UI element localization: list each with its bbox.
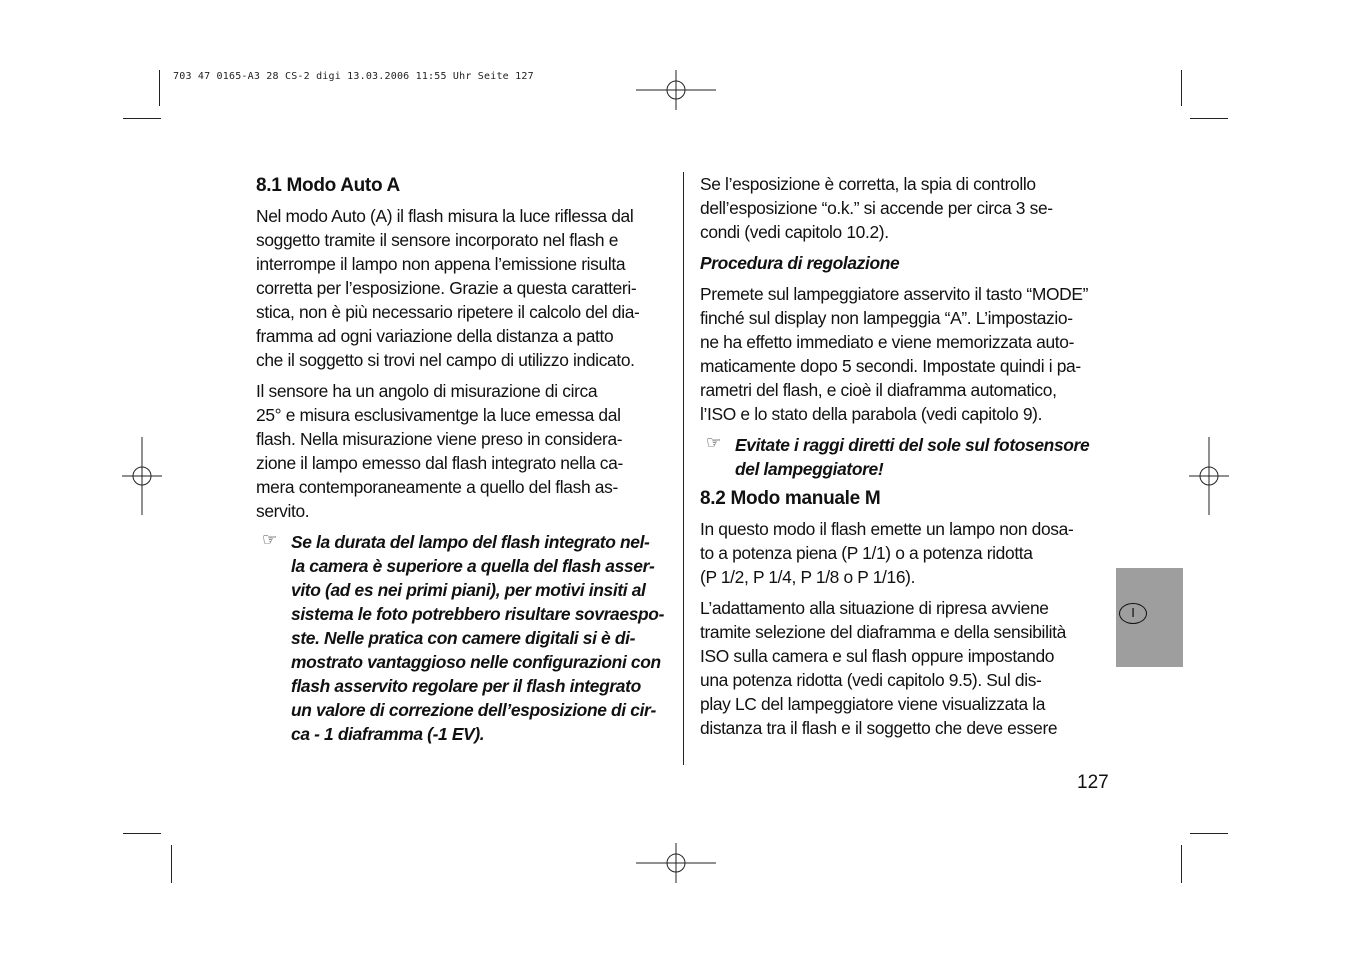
right-column (700, 172, 1112, 740)
print-slug-line: 703 47 0165-A3 28 CS-2 digi 13.03.2006 11:55 Uhr Seite 127 (173, 71, 534, 82)
column-divider (683, 172, 684, 765)
pointing-hand-icon: ☞ (262, 530, 277, 549)
crop-mark (1181, 845, 1182, 883)
pointing-hand-icon: ☞ (706, 433, 721, 452)
left-column (256, 173, 668, 746)
section-heading-manual-mode: 8.2 Modo manuale M (700, 488, 881, 509)
crop-mark (1190, 833, 1228, 834)
manual-mode-paragraph-1: In questo modo il flash emette un lampo non dosa- to a potenza piena (P 1/1) o a potenza ridotta (P 1/2, P 1/4, P 1/8 o P 1/16). (700, 519, 1074, 587)
procedure-paragraph: Premete sul lampeggiatore asservito il tasto “MODE” finché sul display non lampeggia “A”. L’impostazio- ne ha effetto immediato e viene memorizzata auto- maticamente dopo 5 secondi. Impostate quindi i pa- rametri del flash, e cioè il diaframma automatico, l’ISO e lo stato della parabola (vedi capitolo 9). (700, 284, 1089, 424)
exposure-ok-paragraph: Se l’esposizione è corretta, la spia di controllo dell’esposizione “o.k.” si accende per circa 3 se- condi (vedi capitolo 10.2). (700, 174, 1053, 242)
registration-mark-icon (636, 843, 716, 883)
registration-mark-icon (122, 437, 162, 515)
registration-mark-icon (636, 70, 716, 110)
manual-mode-paragraph-2: L’adattamento alla situazione di ripresa avviene tramite selezione del diaframma e della sensibilità ISO sulla camera e sul flash oppure impostando una potenza ridotta (vedi capitolo 9.5). Sul dis- play LC del lampeggiatore viene visualizzata la distanza tra il flash e il soggetto che deve essere (700, 598, 1066, 738)
crop-mark (1190, 118, 1228, 119)
crop-mark (159, 70, 160, 106)
sun-warning-note: ☞ Evitate i raggi diretti del sole sul fotosensore del lampeggiatore! (706, 433, 1090, 479)
procedure-subheading: Procedura di regolazione (700, 253, 900, 273)
registration-mark-icon (1189, 437, 1229, 515)
crop-mark (1181, 70, 1182, 106)
language-badge: I (1119, 603, 1147, 624)
crop-mark (171, 845, 172, 883)
auto-mode-paragraph-2: Il sensore ha un angolo di misurazione di circa 25° e misura esclusivamentge la luce emessa dal flash. Nella misurazione viene preso in considera- zione il lampo emesso dal flash integrato nella ca- mera contemporaneamente a quello del flash as- servito. (256, 381, 623, 521)
crop-mark (123, 118, 161, 119)
auto-mode-paragraph-1: Nel modo Auto (A) il flash misura la luce riflessa dal soggetto tramite il sensore incorporato nel flash e interrompe il lampo non appena l’emissione risulta corretta per l’esposizione. Grazie a questa caratteri- stica, non è più necessario ripetere il calcolo del dia- framma ad ogni variazione della distanza a patto che il soggetto si trovi nel campo di utilizzo indicato. (256, 206, 640, 370)
page-number: 127 (1077, 772, 1109, 793)
crop-mark (123, 833, 161, 834)
section-heading-auto-mode: 8.1 Modo Auto A (256, 175, 400, 196)
warning-note: ☞ Se la durata del lampo del flash integrato nel- la camera è superiore a quella del flash asser- vito (ad es nei primi piani), per motivi insiti al sistema le foto potrebbero risultare sovraespo- ste. Nelle pratica con camere digitali si è di- mostrato vantaggioso nelle configurazioni con flash asservito regolare per il flash integrato un valore di correzione dell’esposizione di cir- ca - 1 diaframma (-1 EV). (262, 530, 665, 744)
